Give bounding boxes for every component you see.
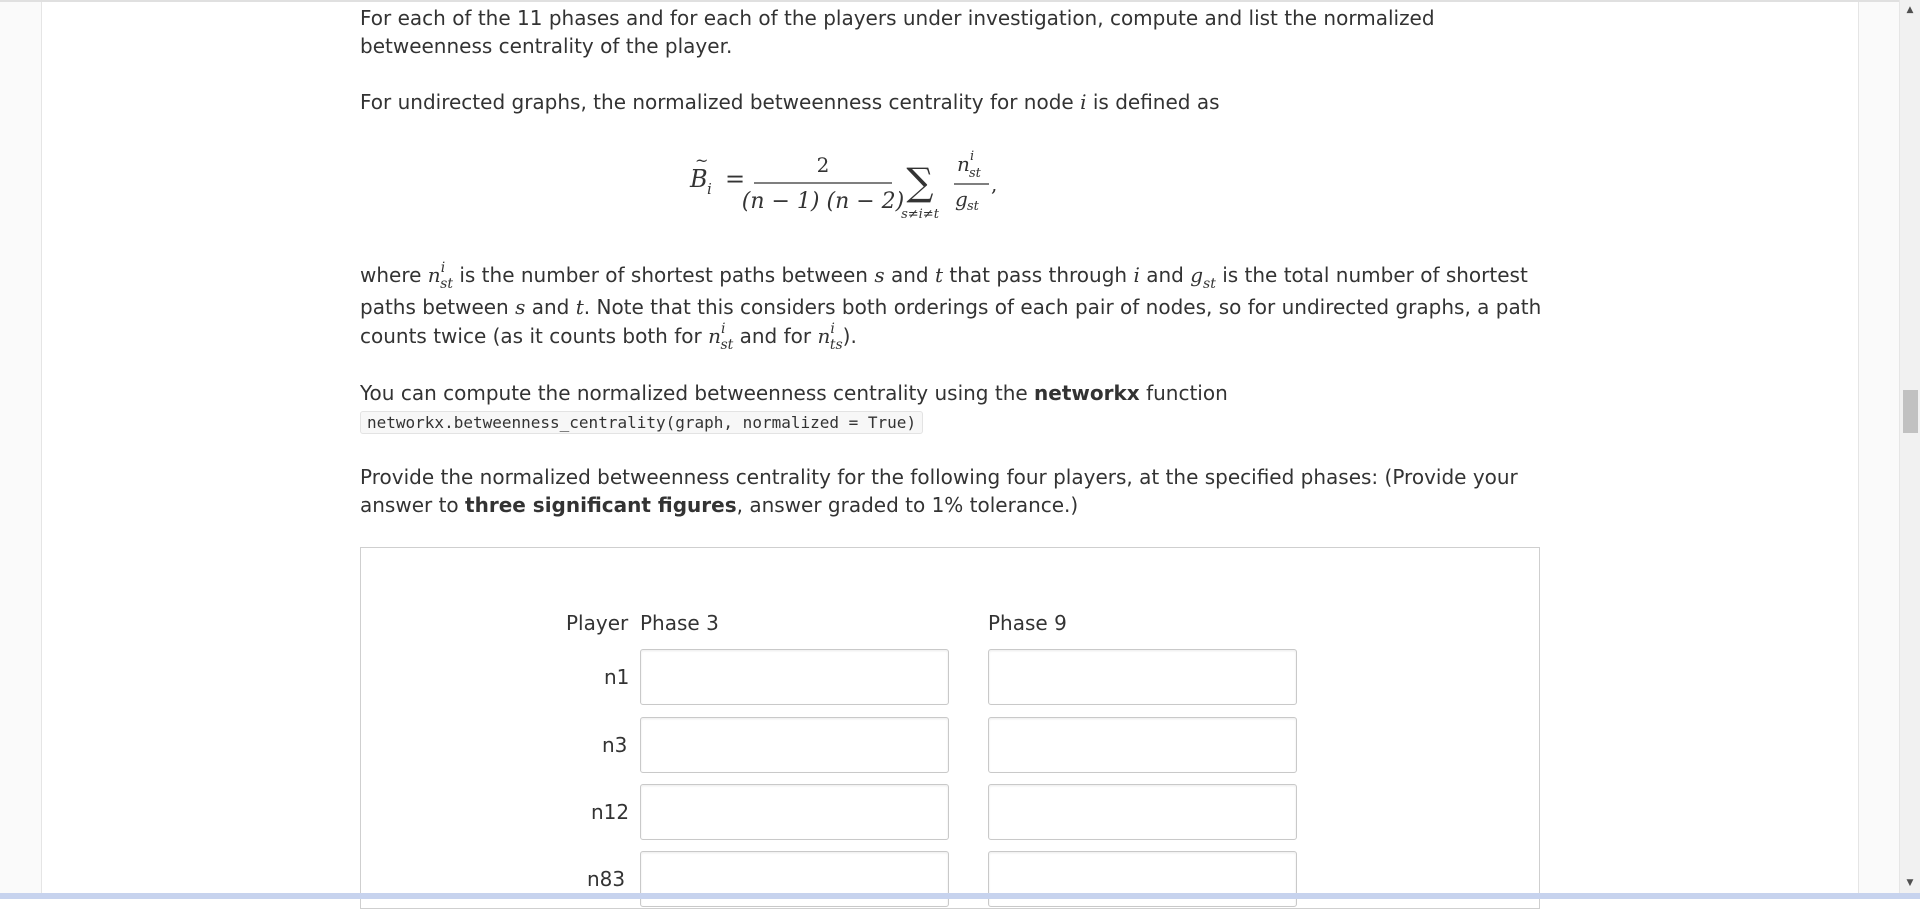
node-variable: i (1080, 90, 1087, 114)
formula-denominator: (n − 1) (n − 2) (741, 189, 905, 214)
formula-lhs: B (690, 165, 708, 193)
betweenness-formula (688, 140, 1028, 230)
answer-input-n1-phase-3[interactable] (640, 649, 949, 705)
player-label: n12 (591, 800, 630, 824)
player-label: n3 (602, 733, 628, 757)
answer-input-n12-phase-9[interactable] (988, 784, 1297, 840)
formula-frac-num-sup: i (970, 149, 975, 164)
networkx-paragraph: You can compute the normalized betweenness centrality using the networkx function (360, 381, 1228, 405)
equals-sign: = (725, 165, 746, 193)
sum-symbol: ∑ (906, 160, 934, 204)
code-snippet: networkx.betweenness_centrality(graph, normalized = True) (360, 411, 923, 434)
formula-frac-num: n (957, 152, 970, 176)
answer-table (360, 547, 1540, 909)
scroll-down-arrow-icon[interactable]: ▼ (1906, 878, 1914, 888)
formula-frac-den: g (955, 187, 968, 211)
left-gutter (0, 0, 42, 899)
answer-input-n3-phase-9[interactable] (988, 717, 1297, 773)
n-st-i-symbol-2: $n^i_{st}$ (708, 321, 734, 353)
answer-input-n12-phase-3[interactable] (640, 784, 949, 840)
player-label: n1 (604, 665, 630, 689)
code-line (360, 407, 1550, 437)
bottom-status-strip (0, 893, 1920, 899)
scroll-thumb[interactable] (1903, 390, 1918, 433)
player-label: n83 (587, 867, 626, 891)
formula-frac-den-sub: st (967, 199, 979, 214)
vertical-scrollbar[interactable] (1899, 0, 1920, 893)
tilde-symbol: ~ (695, 151, 709, 170)
instruction-paragraph: Provide the normalized betweenness centrality for the following four players, at the specified phases: (Provide your answer to three significant figures, answer graded to 1% tolerance.) (360, 465, 1518, 517)
n-ts-i-symbol: $n^i_{ts}$ (817, 321, 843, 353)
top-divider (0, 0, 1899, 2)
answer-input-n1-phase-9[interactable] (988, 649, 1297, 705)
g-st-symbol: $g_{st}$ (1190, 263, 1216, 292)
answer-input-n3-phase-3[interactable] (640, 717, 949, 773)
intro-paragraph: For each of the 11 phases and for each of the players under investigation, compute and list the normalized betweenness centrality of the player. (360, 6, 1435, 58)
scroll-up-arrow-icon[interactable]: ▲ (1906, 5, 1914, 15)
formula-numerator: 2 (816, 153, 830, 177)
formula-lhs-sub: i (707, 180, 712, 198)
definition-intro: For undirected graphs, the normalized betweenness centrality for node i is defined as (360, 90, 1220, 114)
header-player: Player (566, 611, 629, 635)
definition-explanation: where $n^i_{st}$ is the number of shortest paths between s and t that pass through i and $g_{st}$ is the total number of shortest paths between s and t. Note that this considers both orderings of each pair of nodes, so for undirected graphs, a path counts twice (as it counts both for $n^i_{st}$ and for $n^i_{ts}$). (360, 260, 1542, 353)
formula-frac-num-sub: st (969, 166, 981, 181)
trailing-comma: , (991, 172, 998, 196)
header-phase-3: Phase 3 (640, 611, 719, 635)
formula-sum-index: s≠i≠t (901, 207, 939, 222)
header-phase-9: Phase 9 (988, 611, 1067, 635)
right-gutter (1858, 0, 1900, 894)
n-st-i-symbol: $n^i_{st}$ (427, 260, 453, 292)
